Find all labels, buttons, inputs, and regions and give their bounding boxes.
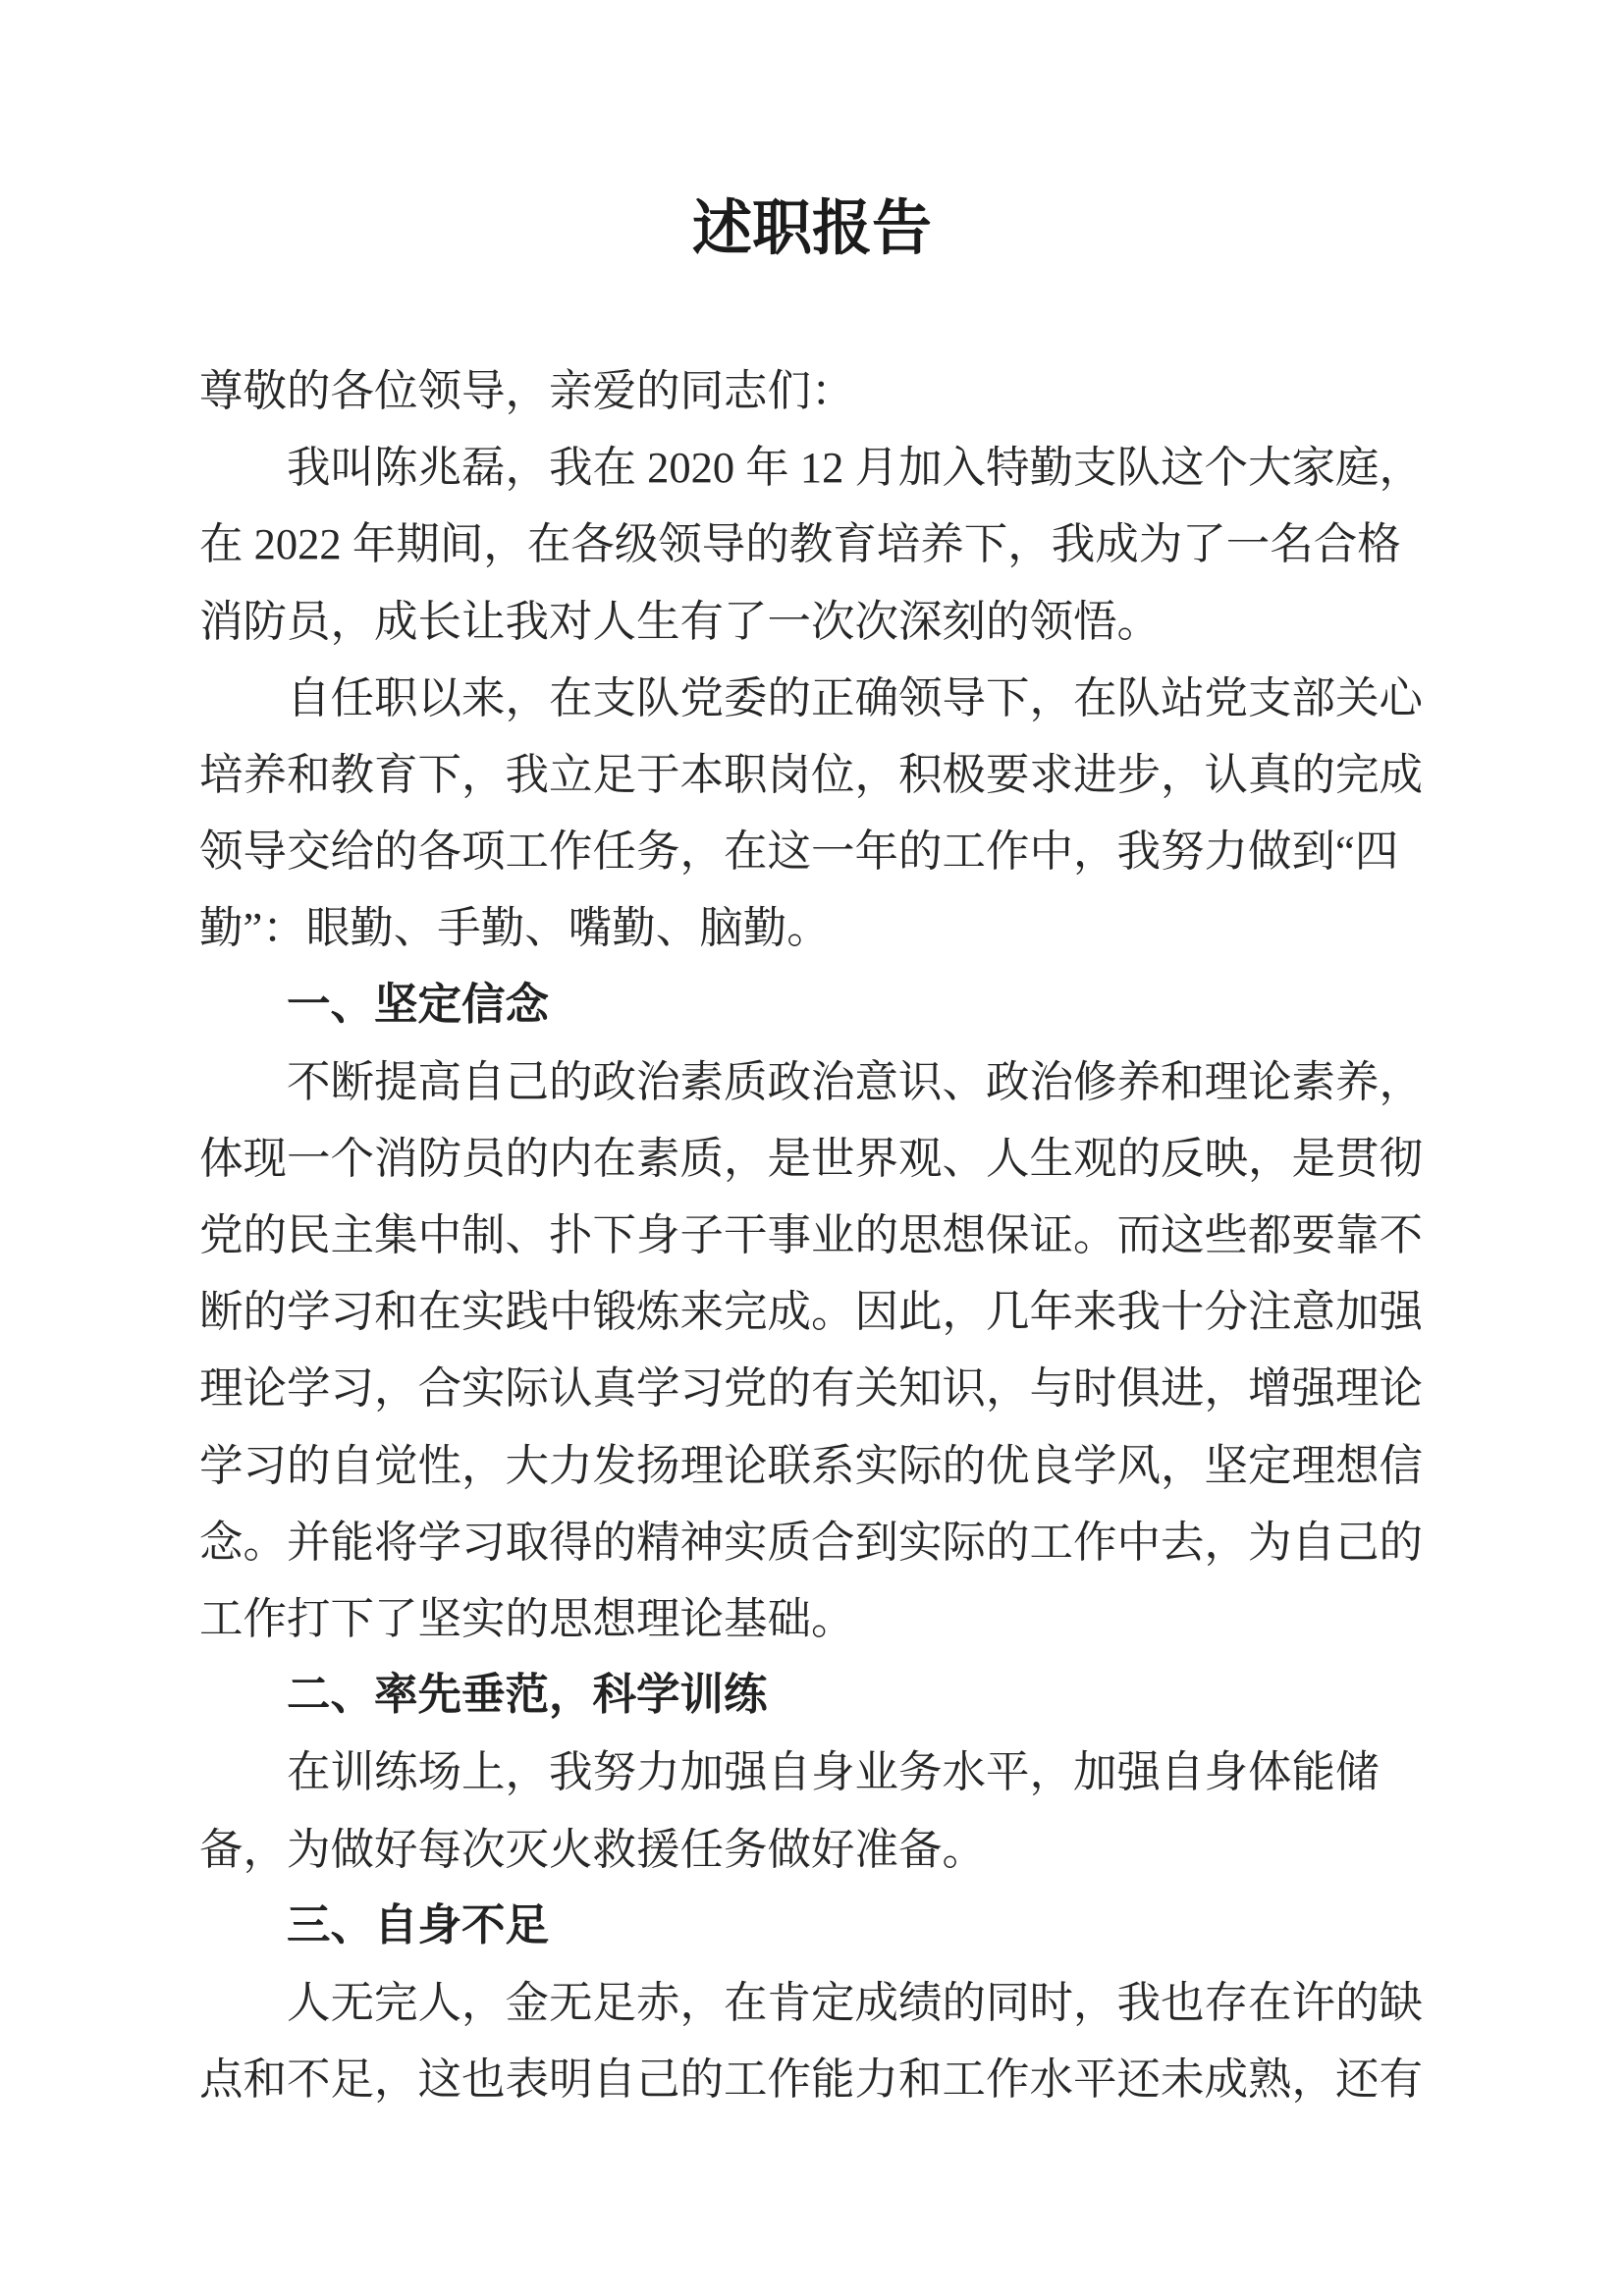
section-firm-belief [199, 967, 1436, 1658]
paragraph-line: 理论学习，合实际认真学习党的有关知识，与时俱进，增强理论 [199, 1363, 1424, 1414]
intro-paragraph-2 [199, 660, 1436, 967]
section-lead-by-example [199, 1657, 1436, 1888]
paragraph-line: 工作打下了坚实的思想理论基础。 [199, 1594, 855, 1643]
paragraph-line: 我叫陈兆磊，我在 2020 年 12 月加入特勤支队这个大家庭， [287, 443, 1424, 493]
salutation: 尊敬的各位领导，亲爱的同志们： [199, 366, 855, 415]
intro-paragraph-1 [199, 429, 1436, 660]
paragraph-line: 在训练场上，我努力加强自身业务水平，加强自身体能储 [287, 1747, 1380, 1797]
paragraph-line: 勤”：眼勤、手勤、嘴勤、脑勤。 [199, 903, 831, 953]
paragraph-line: 点和不足，这也表明自己的工作能力和工作水平还未成熟，还有 [199, 2055, 1424, 2105]
paragraph-line: 人无完人，金无足赤，在肯定成绩的同时，我也存在许的缺 [287, 1977, 1424, 2027]
paragraph-line: 在 2022 年期间，在各级领导的教育培养下，我成为了一名合格 [199, 519, 1401, 569]
section-shortcomings [199, 1888, 1436, 2118]
paragraph-line: 消防员，成长让我对人生有了一次次深刻的领悟。 [199, 596, 1162, 646]
section-heading: 三、自身不足 [287, 1899, 550, 1950]
paragraph-line: 不断提高自己的政治素质政治意识、政治修养和理论素养， [287, 1056, 1424, 1106]
page-title: 述职报告 [691, 193, 932, 263]
paragraph-line: 体现一个消防员的内在素质，是世界观、人生观的反映，是贯彻 [199, 1133, 1424, 1183]
section-heading: 二、率先垂范，科学训练 [287, 1670, 768, 1721]
section-heading: 一、坚定信念 [287, 979, 550, 1030]
paragraph-line: 断的学习和在实践中锻炼来完成。因此，几年来我十分注意加强 [199, 1287, 1424, 1337]
paragraph-line: 念。并能将学习取得的精神实质合到实际的工作中去，为自己的 [199, 1517, 1424, 1567]
paragraph-line: 学习的自觉性，大力发扬理论联系实际的优良学风，坚定理想信 [199, 1440, 1424, 1490]
paragraph-line: 党的民主集中制、扑下身子干事业的思想保证。而这些都要靠不 [199, 1210, 1424, 1260]
paragraph-line: 培养和教育下，我立足于本职岗位，积极要求进步，认真的完成 [199, 749, 1424, 799]
document-body [199, 352, 1436, 2117]
paragraph-line: 领导交给的各项工作任务，在这一年的工作中，我努力做到“四 [199, 827, 1399, 877]
paragraph-line: 自任职以来，在支队党委的正确领导下，在队站党支部关心 [287, 672, 1424, 722]
paragraph-line: 备，为做好每次灭火救援任务做好准备。 [199, 1824, 987, 1874]
